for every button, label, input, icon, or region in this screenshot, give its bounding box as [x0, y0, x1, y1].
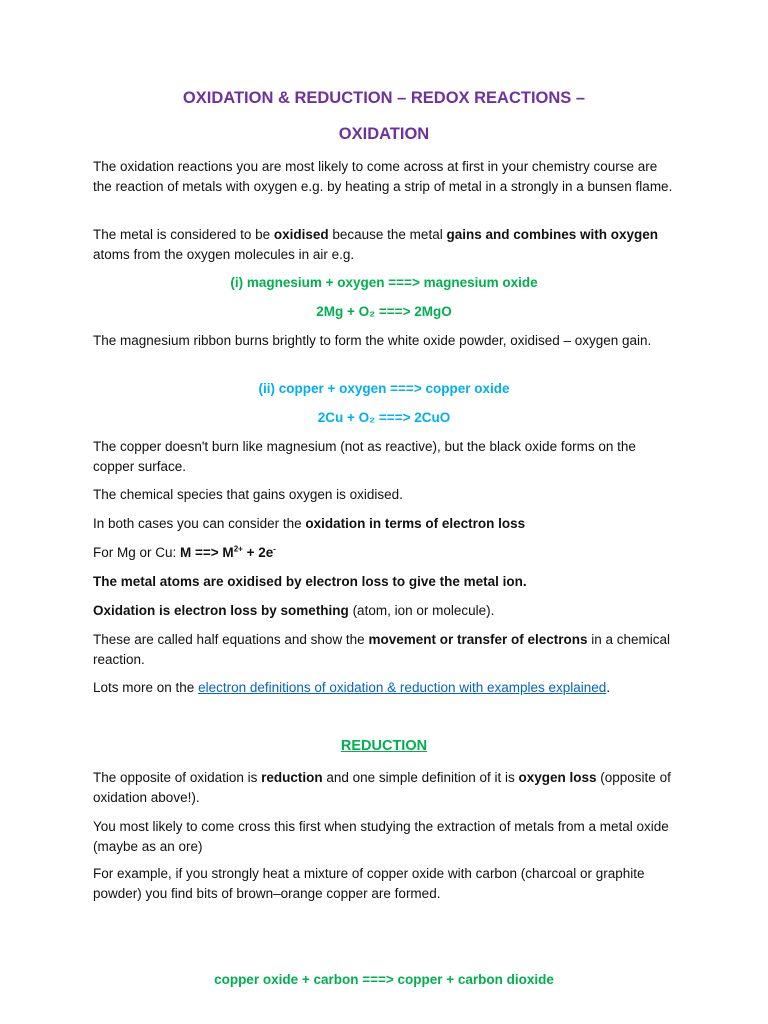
paragraph-gains-oxygen: The chemical species that gains oxygen is oxidised. — [93, 487, 403, 502]
paragraph-electron-loss: In both cases you can consider the oxidation in terms of electron loss — [93, 516, 526, 531]
reduction-heading: REDUCTION — [340, 738, 428, 754]
paragraph-extraction: You most likely to come cross this first when studying the extraction of metals from a metal oxide (maybe as an ore) — [93, 819, 669, 854]
page-title-line-2: OXIDATION — [338, 125, 430, 143]
paragraph-intro: The oxidation reactions you are most likely to come across at first in your chemistry course are the reaction of metals with oxygen e.g. by heating a strip of metal in a strongly in a bunsen flame. — [93, 159, 673, 194]
paragraph-magnesium: The magnesium ribbon burns brightly to form the white oxide powder, oxidised – oxygen gain. — [93, 333, 652, 348]
paragraph-metal-ion: The metal atoms are oxidised by electron loss to give the metal ion. — [93, 574, 527, 589]
paragraph-oxidised: The metal is considered to be oxidised because the metal gains and combines with oxygen atoms from the oxygen molecules in air e.g. — [93, 227, 658, 262]
equation-copper-carbon-word: copper oxide + carbon ===> copper + carbon dioxide — [214, 972, 554, 987]
paragraph-copper: The copper doesn't burn like magnesium (not as reactive), but the black oxide forms on the copper surface. — [93, 439, 636, 474]
paragraph-example: For example, if you strongly heat a mixture of copper oxide with carbon (charcoal or graphite powder) you find bits of brown–orange copper are formed. — [93, 866, 645, 901]
paragraph-more-link: Lots more on the electron definitions of oxidation & reduction with examples explained. — [93, 680, 611, 695]
paragraph-oxidation-definition: Oxidation is electron loss by something (atom, ion or molecule). — [93, 603, 495, 618]
equation-copper-symbol: 2Cu + O₂ ===> 2CuO — [317, 410, 451, 425]
equation-magnesium-word: (i) magnesium + oxygen ===> magnesium oxide — [230, 275, 538, 290]
page-title-line-1: OXIDATION & REDUCTION – REDOX REACTIONS – — [182, 89, 586, 107]
electron-definitions-link[interactable]: electron definitions of oxidation & reduction with examples explained — [198, 680, 607, 695]
half-equation: For Mg or Cu: M ==> $M^{2+} + 2e^-$ — [93, 544, 276, 560]
paragraph-half-equations: These are called half equations and show the movement or transfer of electrons in a chemical reaction. — [93, 632, 671, 667]
paragraph-reduction: The opposite of oxidation is reduction and one simple definition of it is oxygen loss (opposite of oxidation above!). — [93, 770, 671, 805]
equation-copper-word: (ii) copper + oxygen ===> copper oxide — [258, 381, 510, 396]
equation-magnesium-symbol: 2Mg + O₂ ===> 2MgO — [316, 304, 452, 319]
